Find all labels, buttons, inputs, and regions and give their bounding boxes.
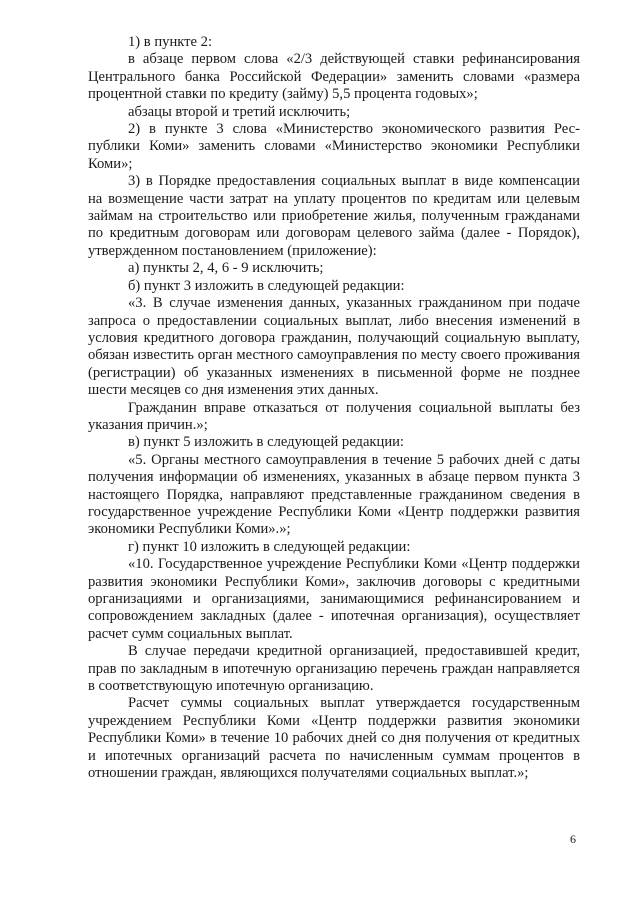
paragraph-point-10-text: «10. Государственное учреждение Республики Коми «Центр поддержки развития экономики Республики Коми», заключив договоры с кредитными организациями и организациями, занимающимися рефинансированием и сопровождением закладных (далее - ипотечная организация), осуществляет расчет сумм социальных выплат. — [88, 556, 580, 642]
paragraph-point-5-text: «5. Органы местного самоуправления в течение 5 рабочих дней с даты получения информации об изменениях, указанных в абзаце первом пункта 3 настоящего Порядка, направляют представленные гражданином сведения в государственное учреждение Республики Коми «Центр поддержки развития экономики Республики Коми».»; — [88, 451, 580, 538]
paragraph-clause-3: 3) в Порядке предоставления социальных выплат в виде компенсации на возмещение части затрат на уплату процентов по кредитам или целевым займам на строительство или приобретение жилья, полученным гражданами по кредитным договорам или договорам целевого займа (далее - Порядок), утвержденном постановлением (приложение): — [88, 173, 580, 259]
paragraph-clause-1-para1: в абзаце первом слова «2/3 действующей ставки рефинансирования Центрального банка Российской Федерации» заменить словами «размера процентной ставки по кредиту (займу) 5,5 процента годовых»; — [88, 51, 580, 103]
document-body — [88, 34, 580, 782]
paragraph-point-3-text: «3. В случае изменения данных, указанных гражданином при подаче запроса о предоставлении социальных выплат, либо внесения изменений в условия кредитного договора гражданин, получающий социальную выплату, обязан известить орган местного самоуправления по месту своего проживания (регистрации) об указанных изменениях в письменной форме не позднее шести месяцев со дня изменения этих данных. — [88, 295, 580, 399]
paragraph-point-3-refusal: Гражданин вправе отказаться от получения социальной выплаты без указания причин.»; — [88, 399, 580, 433]
paragraph-sub-g: г) пункт 10 изложить в следующей редакции: — [128, 538, 411, 555]
paragraph-sub-v: в) пункт 5 изложить в следующей редакции: — [128, 434, 404, 451]
paragraph-sub-a: а) пункты 2, 4, 6 - 9 исключить; — [128, 260, 324, 277]
paragraph-clause-1-para2: абзацы второй и третий исключить; — [128, 103, 351, 120]
paragraph-clause-2: 2) в пункте 3 слова «Министерство экономического развития Республики Коми» заменить словами «Министерство экономики Республики Коми»; — [88, 121, 580, 172]
paragraph-point-10-calculation: Расчет суммы социальных выплат утверждается государственным учреждением Республики Коми «Центр поддержки развития экономики Республики Коми» в течение 10 рабочих дней со дня получения от кредитных и ипотечных организаций расчета по начисленным суммам процентов в отношении граждан, являющихся получателями социальных выплат.»; — [88, 695, 580, 782]
paragraph-point-10-transfer: В случае передачи кредитной организацией, предоставившей кредит, прав по закладным в ипотечную организацию перечень граждан направляется в соответствующую ипотечную организацию. — [88, 643, 580, 695]
paragraph-clause-1: 1) в пункте 2: — [128, 34, 213, 50]
paragraph-sub-b: б) пункт 3 изложить в следующей редакции: — [128, 277, 405, 294]
page-number: 6 — [570, 832, 576, 846]
